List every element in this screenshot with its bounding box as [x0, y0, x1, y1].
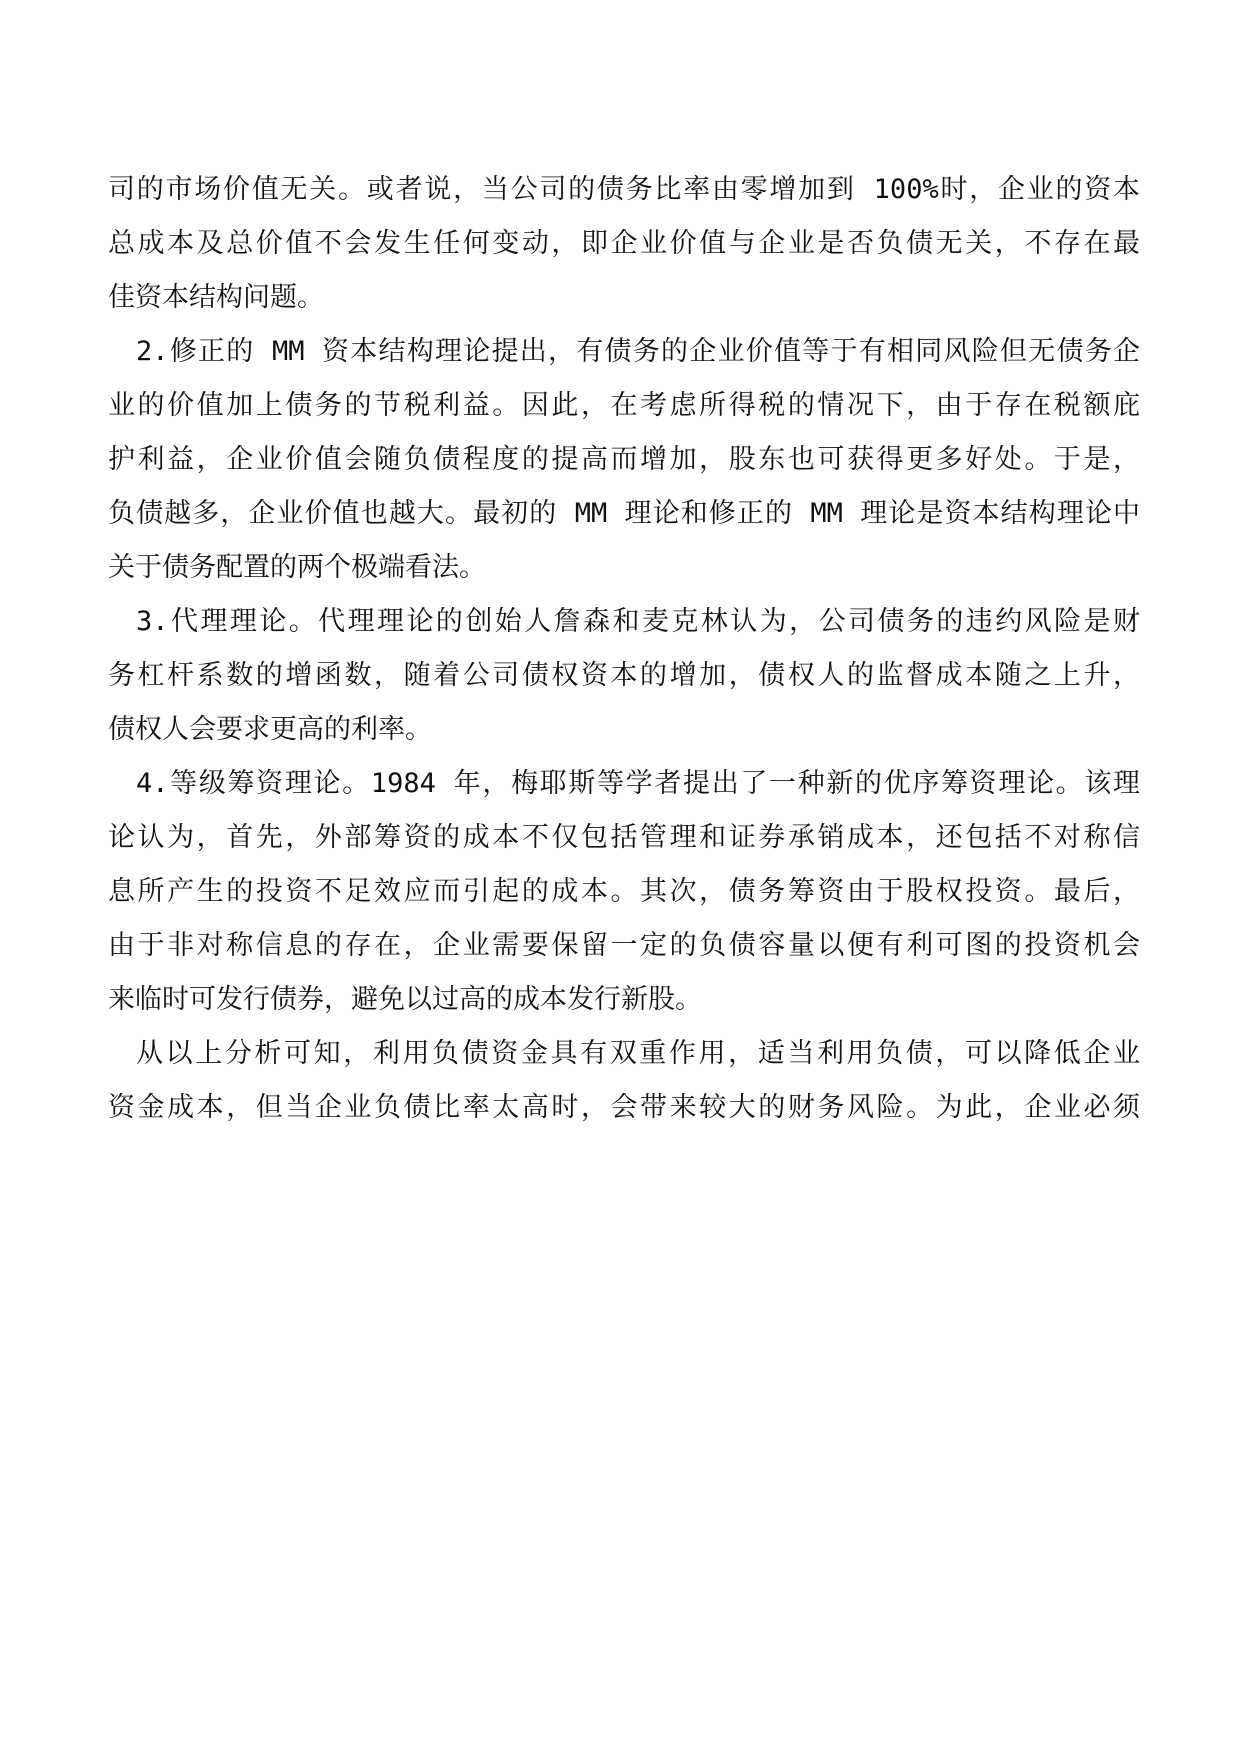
text-line: 业的价值加上债务的节税利益。因此，在考虑所得税的情况下，由于存在税额庇 — [108, 390, 1140, 421]
text-line: 护利益，企业价值会随负债程度的提高而增加，股东也可获得更多好处。于是， — [108, 444, 1140, 475]
text-line: 息所产生的投资不足效应而引起的成本。其次，债务筹资由于股权投资。最后， — [108, 876, 1140, 907]
text-line: 债权人会要求更高的利率。 — [108, 714, 432, 745]
text-line: 论认为，首先，外部筹资的成本不仅包括管理和证券承销成本，还包括不对称信 — [108, 822, 1140, 853]
text-line: 关于债务配置的两个极端看法。 — [108, 552, 486, 583]
text-line: 负债越多，企业价值也越大。最初的 MM 理论和修正的 MM 理论是资本结构理论中 — [108, 498, 1140, 529]
text-line: 资金成本，但当企业负债比率太高时，会带来较大的财务风险。为此，企业必须 — [108, 1092, 1140, 1123]
text-line: 4.等级筹资理论。1984 年，梅耶斯等学者提出了一种新的优序筹资理论。该理 — [136, 768, 1140, 799]
text-line: 来临时可发行债券，避免以过高的成本发行新股。 — [108, 984, 702, 1015]
text-line: 总成本及总价值不会发生任何变动，即企业价值与企业是否负债无关，不存在最 — [108, 228, 1140, 259]
text-line: 务杠杆系数的增函数，随着公司债权资本的增加，债权人的监督成本随之上升， — [108, 660, 1140, 691]
text-line: 从以上分析可知，利用负债资金具有双重作用，适当利用负债，可以降低企业 — [136, 1038, 1140, 1069]
text-line: 佳资本结构问题。 — [108, 282, 324, 313]
text-line: 司的市场价值无关。或者说，当公司的债务比率由零增加到 100%时，企业的资本 — [108, 174, 1140, 205]
text-line: 2.修正的 MM 资本结构理论提出，有债务的企业价值等于有相同风险但无债务企 — [136, 336, 1140, 367]
text-line: 由于非对称信息的存在，企业需要保留一定的负债容量以便有利可图的投资机会 — [108, 930, 1140, 961]
text-line: 3.代理理论。代理理论的创始人詹森和麦克林认为，公司债务的违约风险是财 — [136, 606, 1140, 637]
